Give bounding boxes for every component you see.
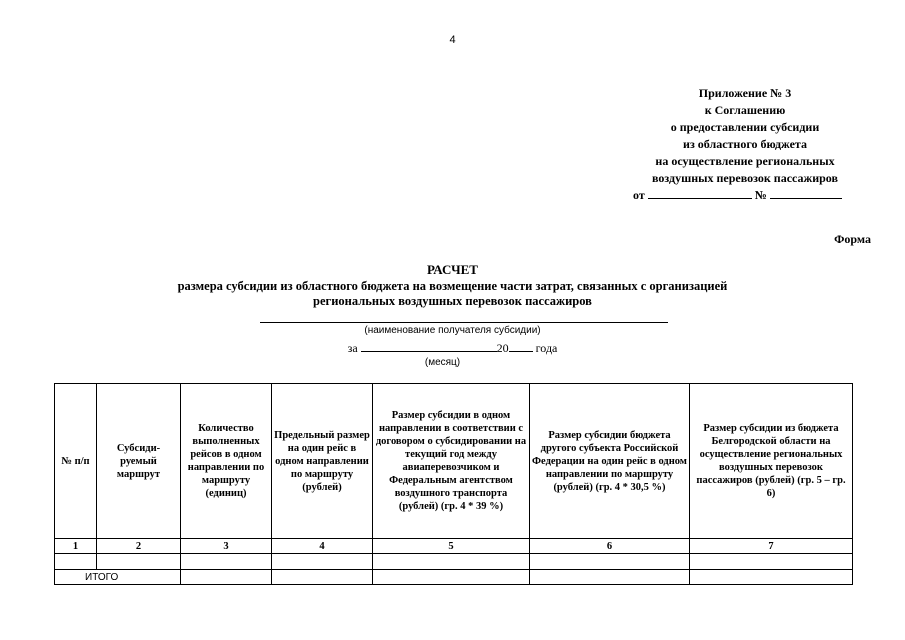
column-number-cell: 5 — [373, 539, 530, 554]
month-blank-line — [361, 340, 497, 352]
document-title: РАСЧЕТ — [427, 262, 478, 277]
table-cell — [373, 554, 530, 570]
appendix-line: на осуществление региональных — [655, 154, 835, 168]
appendix-line: воздушных перевозок пассажиров — [652, 171, 838, 185]
year-suffix: года — [535, 341, 558, 355]
table-cell — [272, 554, 373, 570]
appendix-line: к Соглашению — [704, 103, 786, 117]
header-cell: Субсиди-руемый маршрут — [97, 384, 181, 539]
column-number-cell: 6 — [530, 539, 690, 554]
appendix-line: из областного бюджета — [683, 137, 807, 151]
total-row — [55, 570, 853, 585]
recipient-caption: (наименование получателя субсидии) — [364, 325, 541, 336]
number-blank-line — [770, 188, 842, 199]
table-cell — [373, 570, 530, 585]
appendix-block — [600, 85, 890, 204]
header-cell: № п/п — [55, 384, 97, 539]
month-caption-text: (месяц) — [424, 357, 461, 368]
month-caption — [0, 357, 905, 368]
table-cell — [97, 554, 181, 570]
table-cell — [55, 554, 97, 570]
column-number-cell: 7 — [690, 539, 853, 554]
table-cell — [690, 570, 853, 585]
table-cell — [530, 554, 690, 570]
header-cell: Размер субсидии из бюджета Белгородской области на осуществление региональных воздушных перевозок пассажиров (рублей) (гр. 5 – гр. 6) — [690, 384, 853, 539]
table-cell — [272, 570, 373, 585]
period-line — [0, 340, 905, 356]
table-cell — [530, 570, 690, 585]
number-label: № — [754, 188, 767, 202]
column-number-row — [55, 539, 853, 554]
table-cell — [181, 554, 272, 570]
header-cell: Количество выполненных рейсов в одном направлении по маршруту (единиц) — [181, 384, 272, 539]
document-subtitle — [0, 279, 905, 309]
header-cell: Размер субсидии в одном направлении в соответствии с договором о субсидировании на текущий год между авиаперевозчиком и Федеральным агентством воздушного транспорта (рублей) (гр. 4 * 39 %) — [373, 384, 530, 539]
date-blank-line — [648, 188, 752, 199]
period-for-label: за — [347, 341, 358, 355]
table-row — [55, 554, 853, 570]
year-blank-line — [509, 340, 533, 352]
table-cell — [690, 554, 853, 570]
subtitle-line: региональных воздушных перевозок пассажиров — [313, 294, 592, 308]
column-number-cell: 1 — [55, 539, 97, 554]
table-cell — [181, 570, 272, 585]
from-label: от — [633, 188, 645, 202]
table-header-row — [55, 384, 853, 539]
appendix-date-number — [600, 187, 890, 204]
page-number: 4 — [449, 34, 456, 46]
total-label: ИТОГО — [55, 570, 181, 585]
column-number-cell: 2 — [97, 539, 181, 554]
column-number-cell: 3 — [181, 539, 272, 554]
column-number-cell: 4 — [272, 539, 373, 554]
header-cell: Предельный размер на один рейс в одном направлении по маршруту (рублей) — [272, 384, 373, 539]
subsidy-table — [54, 383, 853, 585]
year-prefix: 20 — [496, 341, 509, 355]
appendix-line: о предоставлении субсидии — [670, 120, 820, 134]
subtitle-line: размера субсидии из областного бюджета на возмещение части затрат, связанных с организацией — [177, 279, 728, 293]
header-cell: Размер субсидии бюджета другого субъекта Российской Федерации на один рейс в одном направлении по маршруту (рублей) (гр. 4 * 30,5 %) — [530, 384, 690, 539]
recipient-blank-line — [260, 322, 668, 323]
form-label: Форма — [834, 232, 871, 246]
appendix-line: Приложение № 3 — [698, 86, 792, 100]
